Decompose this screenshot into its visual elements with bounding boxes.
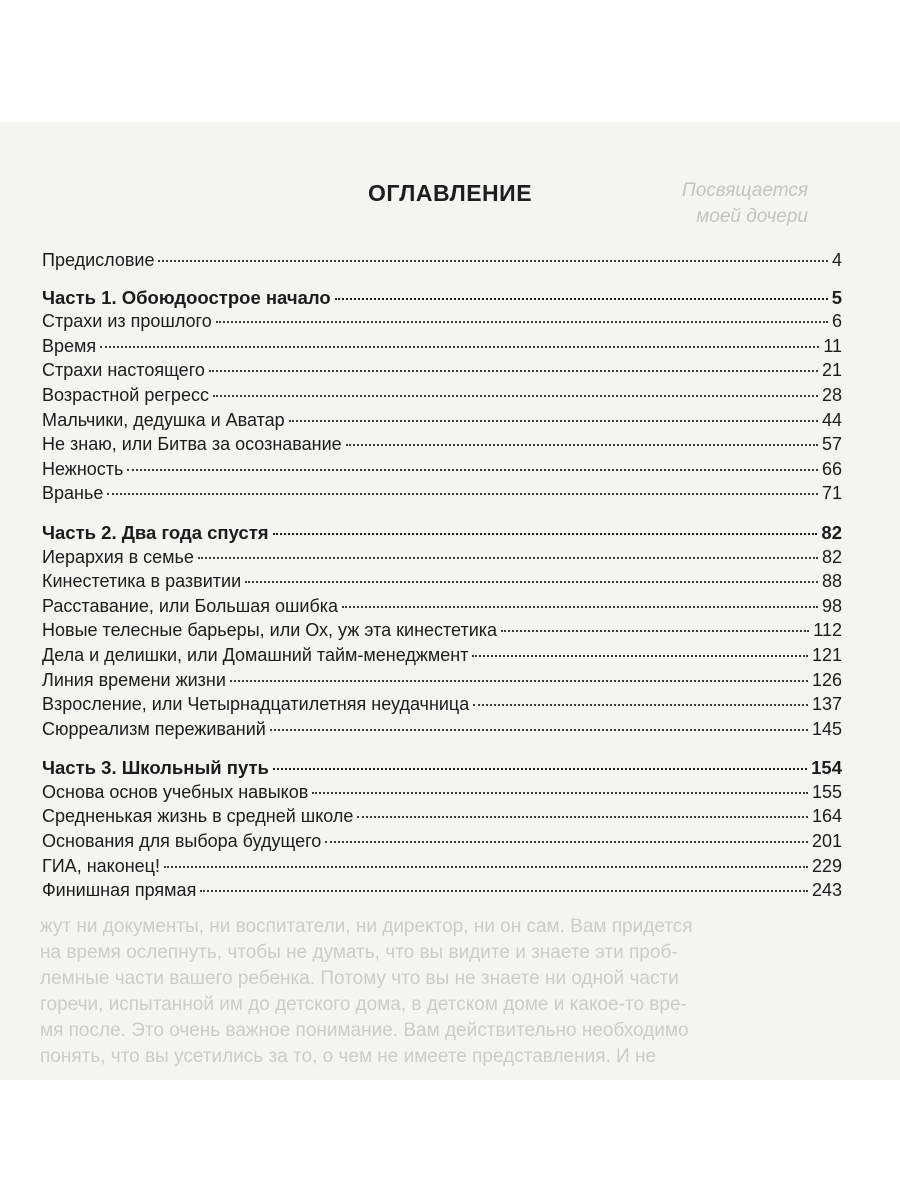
toc-entry-label: Нежность [42, 458, 124, 479]
toc-part-2[interactable] [42, 522, 842, 547]
dot-leader [501, 630, 809, 632]
toc-entry-label: Часть 1. Обоюдоострое начало [42, 286, 331, 308]
toc-chapter[interactable] [42, 571, 842, 596]
ghost-dedication-line: моей дочери [696, 206, 808, 227]
toc-entry-page: 154 [811, 757, 842, 779]
ghost-line: понять, что вы усетились за то, о чем не имеете представления. И не [40, 1046, 657, 1067]
toc-entry-page: 44 [821, 409, 842, 430]
toc-entry-label: Основания для выбора будущего [42, 831, 322, 852]
book-page [0, 122, 900, 1080]
section-gap [42, 508, 842, 522]
toc-entry-label: Страхи из прошлого [42, 311, 212, 332]
ghost-dedication-line: Посвящается [681, 180, 808, 201]
toc-entry-label: Финишная прямая [42, 880, 197, 901]
toc-entry-label: Возрастной регресс [42, 384, 209, 405]
toc-chapter[interactable] [42, 694, 842, 719]
toc-entry-label: Часть 3. Школьный путь [42, 757, 269, 779]
dot-leader [200, 890, 808, 892]
toc-entry-label: Дела и делишки, или Домашний тайм-менеджмент [42, 644, 469, 665]
toc-entry-page: 4 [831, 250, 842, 270]
dot-leader [216, 321, 828, 323]
toc-entry-page: 145 [811, 718, 842, 739]
dot-leader [198, 557, 818, 559]
toc-entry-page: 112 [813, 620, 842, 641]
section-gap [42, 275, 842, 287]
toc-entry-page: 82 [821, 546, 842, 567]
dot-leader [107, 493, 818, 495]
toc-chapter[interactable] [42, 806, 842, 831]
toc-chapter[interactable] [42, 336, 842, 361]
toc-entry-label: Взросление, или Четырнадцатилетняя неудачница [42, 694, 470, 715]
toc-entry-label: Кинестетика в развитии [42, 571, 242, 592]
section-gap [42, 743, 842, 757]
ghost-body [40, 914, 848, 1070]
ghost-line: горечи, испытанной им до детского дома, в детском доме и какое-то вре- [40, 994, 687, 1015]
toc-entry-page: 28 [821, 384, 842, 405]
dot-leader [325, 841, 808, 843]
toc-entry-label: Основа основ учебных навыков [42, 781, 309, 802]
toc-chapter[interactable] [42, 831, 842, 856]
ghost-line: лемные части вашего ребенка. Потому что вы не знаете ни одной части [40, 968, 679, 989]
dot-leader [230, 680, 808, 682]
toc-part-1[interactable] [42, 287, 842, 312]
toc-entry-label: Новые телесные барьеры, или Ох, уж эта кинестетика [42, 620, 498, 641]
toc-entry-page: 88 [821, 571, 842, 592]
toc-entry-page: 201 [811, 831, 842, 852]
toc-chapter[interactable] [42, 645, 842, 670]
dot-leader [209, 370, 818, 372]
toc-entry-page: 98 [821, 595, 842, 616]
dot-leader [127, 469, 818, 471]
toc-chapter[interactable] [42, 596, 842, 621]
toc-entry-page: 5 [831, 286, 842, 308]
dot-leader [273, 533, 818, 535]
toc-entry-label: Сюрреализм переживаний [42, 718, 266, 739]
toc-entry-page: 71 [821, 483, 842, 504]
toc-entry-label: Страхи настоящего [42, 360, 205, 381]
dot-leader [357, 816, 808, 818]
ghost-line: жут ни документы, ни воспитатели, ни директор, ни он сам. Вам придется [40, 916, 693, 937]
toc-entry-label: Вранье [42, 483, 104, 504]
dot-leader [245, 581, 818, 583]
toc-entry-label: Часть 2. Два года спустя [42, 521, 269, 543]
toc-entry-page: 229 [811, 855, 842, 876]
dot-leader [346, 444, 818, 446]
toc-chapter[interactable] [42, 311, 842, 336]
toc-entry-label: ГИА, наконец! [42, 855, 160, 876]
toc-entry-page: 21 [821, 360, 842, 381]
toc-entry-label: Иерархия в семье [42, 546, 194, 567]
dot-leader [335, 298, 828, 300]
toc-entry-label: Средненькая жизнь в средней школе [42, 806, 354, 827]
toc-entry-page: 243 [811, 880, 842, 901]
toc-entry-page: 57 [821, 434, 842, 455]
toc-chapter[interactable] [42, 670, 842, 695]
toc-entry-page: 164 [811, 806, 842, 827]
toc-chapter[interactable] [42, 719, 842, 744]
toc-chapter[interactable] [42, 385, 842, 410]
toc-entry-page: 11 [823, 335, 842, 356]
dot-leader [100, 346, 819, 348]
toc-entry-page: 6 [831, 311, 842, 332]
dot-leader [213, 395, 818, 397]
toc-chapter[interactable] [42, 410, 842, 435]
dot-leader [273, 768, 807, 770]
toc-entry-page: 155 [811, 781, 842, 802]
toc-title: ОГЛАВЛЕНИЕ [367, 180, 533, 206]
toc-chapter[interactable] [42, 547, 842, 572]
toc-entry-label: Время [42, 335, 97, 356]
dot-leader [312, 792, 808, 794]
dot-leader [342, 606, 818, 608]
dot-leader [473, 704, 808, 706]
toc-chapter[interactable] [42, 360, 842, 385]
dot-leader [472, 655, 808, 657]
toc-entry-page: 82 [821, 521, 842, 543]
toc-entry-page: 121 [811, 644, 842, 665]
toc-chapter[interactable] [42, 782, 842, 807]
toc-entry-label: Не знаю, или Битва за осознавание [42, 434, 342, 455]
toc-entry-label: Мальчики, дедушка и Аватар [42, 409, 285, 430]
table-of-contents [42, 250, 842, 905]
toc-chapter[interactable] [42, 483, 842, 508]
toc-chapter[interactable] [42, 880, 842, 905]
dot-leader [158, 260, 828, 262]
toc-entry-label: Предисловие [42, 250, 155, 270]
ghost-line: на время ослепнуть, чтобы не думать, что вы видите и знаете эти проб- [40, 942, 678, 963]
toc-entry-page: 66 [821, 458, 842, 479]
toc-entry-page: 126 [811, 669, 842, 690]
dot-leader [289, 420, 818, 422]
ghost-line: мя после. Это очень важное понимание. Вам действительно необходимо [40, 1020, 689, 1041]
toc-chapter[interactable] [42, 459, 842, 484]
dot-leader [164, 866, 808, 868]
toc-entry-label: Расставание, или Большая ошибка [42, 595, 339, 616]
dot-leader [270, 729, 808, 731]
toc-entry-preface[interactable] [42, 250, 842, 275]
toc-part-3[interactable] [42, 757, 842, 782]
toc-chapter[interactable] [42, 620, 842, 645]
toc-entry-label: Линия времени жизни [42, 669, 226, 690]
toc-chapter[interactable] [42, 856, 842, 881]
toc-chapter[interactable] [42, 434, 842, 459]
toc-entry-page: 137 [811, 694, 842, 715]
